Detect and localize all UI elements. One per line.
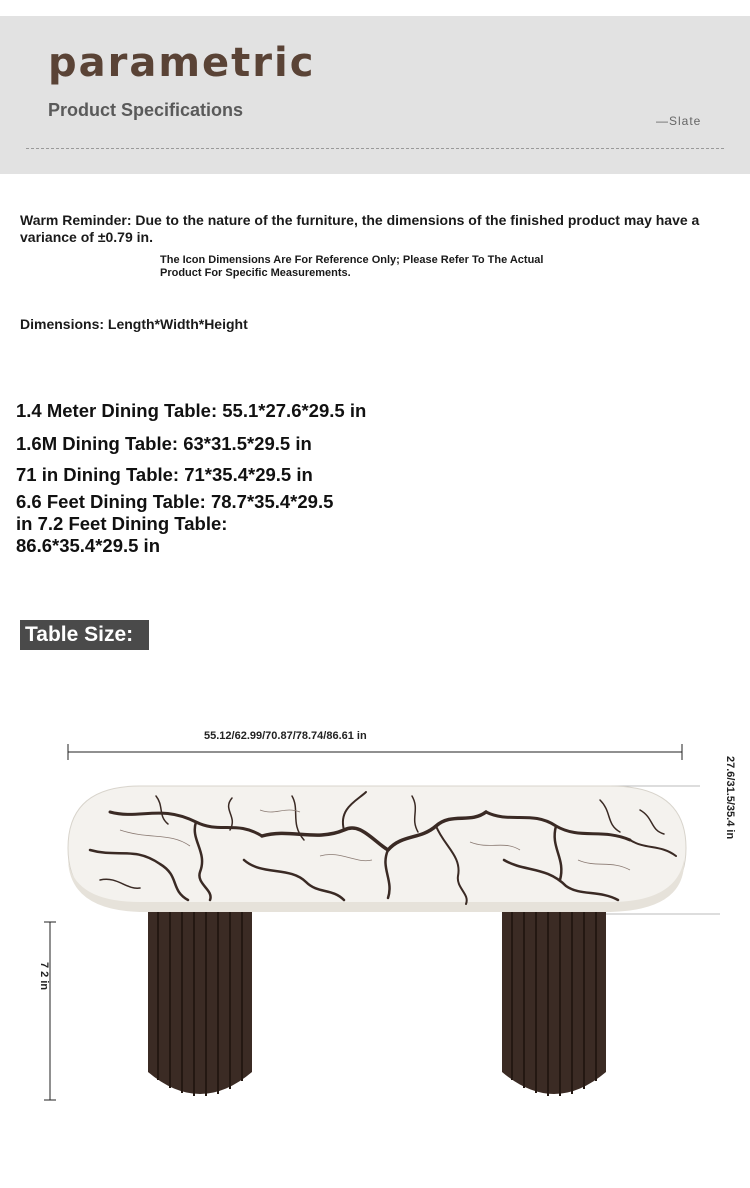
size-line: 1.4 Meter Dining Table: 55.1*27.6*29.5 in (16, 400, 367, 421)
reference-note: The Icon Dimensions Are For Reference Only; Please Refer To The Actual Product For Specific Measurements. (160, 254, 544, 279)
depth-dimension-label: 27.6/31.5/35.4 in (724, 756, 736, 840)
size-line: 86.6*35.4*29.5 in (16, 535, 160, 556)
right-leg (502, 906, 606, 1096)
marble-tabletop (68, 786, 686, 912)
width-dimension-label: 55.12/62.99/70.87/78.74/86.61 in (204, 730, 367, 742)
size-line: 1.6M Dining Table: 63*31.5*29.5 in (16, 433, 312, 454)
table-dimension-diagram (0, 700, 750, 1188)
table-size-badge: Table Size: (20, 620, 149, 650)
size-line: 71 in Dining Table: 71*35.4*29.5 in (16, 464, 313, 485)
left-leg (148, 906, 252, 1096)
height-dimension-label: 7 2 in (38, 962, 50, 991)
size-line: in 7.2 Feet Dining Table: (16, 513, 228, 534)
variant-tag: —Slate (656, 114, 702, 128)
dashed-divider (26, 148, 724, 149)
header-banner (0, 16, 750, 174)
warm-reminder: Warm Reminder: Due to the nature of the furniture, the dimensions of the finished product may have a variance of ±0.79 in. (20, 212, 700, 245)
brand-title: parametric (48, 40, 316, 86)
dimensions-heading: Dimensions: Length*Width*Height (20, 316, 248, 332)
page-subtitle: Product Specifications (48, 100, 244, 120)
size-line: 6.6 Feet Dining Table: 78.7*35.4*29.5 (16, 491, 334, 512)
table-illustration (0, 700, 750, 1188)
